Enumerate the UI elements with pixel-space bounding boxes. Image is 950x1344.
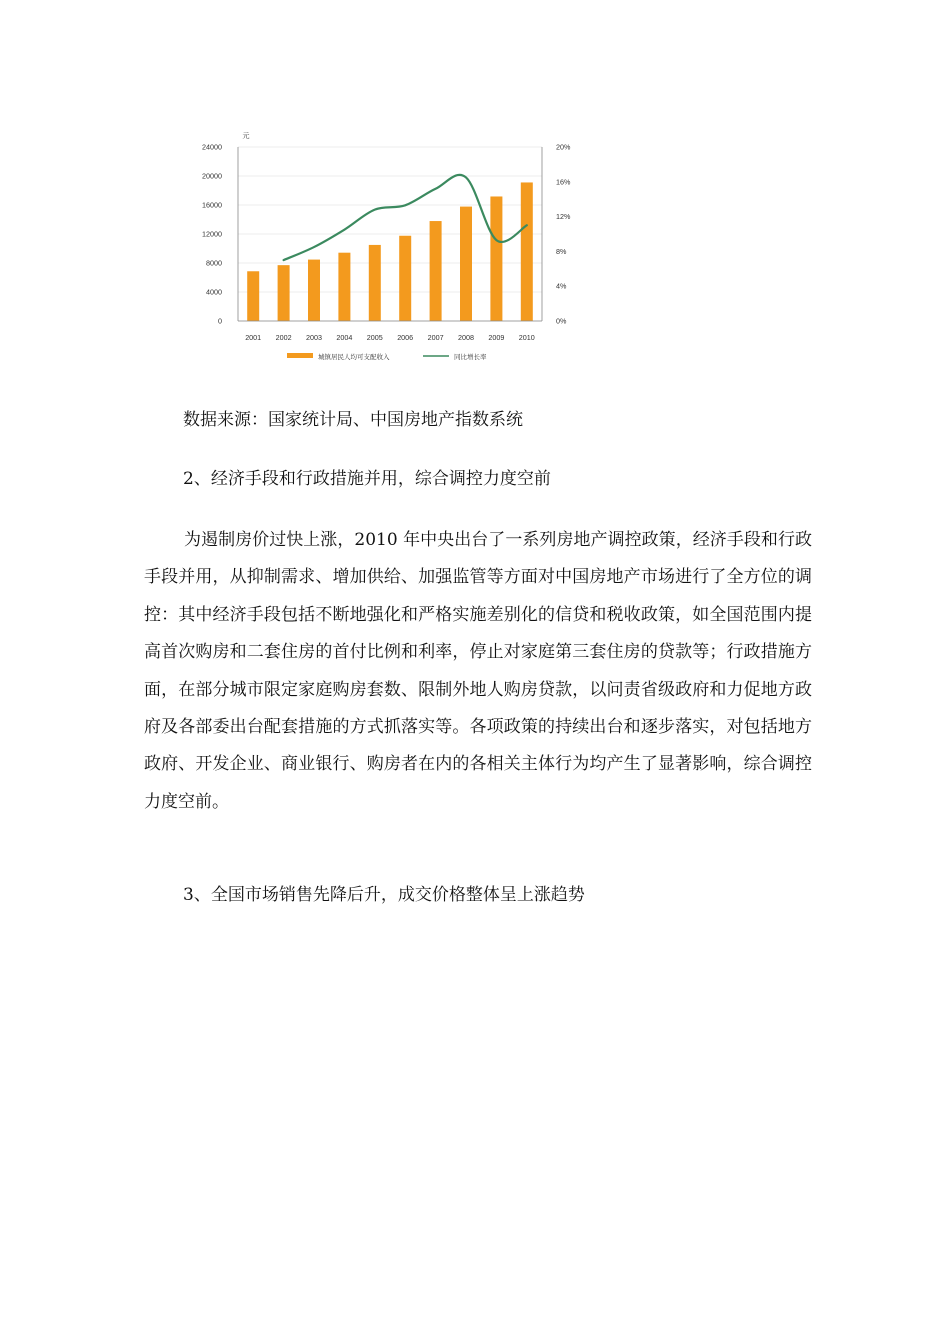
y-right-tick-label: 8%: [556, 246, 567, 256]
x-tick-label: 2002: [275, 333, 292, 342]
y-left-tick-label: 16000: [202, 200, 222, 210]
y-left-tick-label: 0: [218, 316, 222, 326]
income-chart: [180, 118, 600, 378]
body-paragraph: 为遏制房价过快上涨，2010 年中央出台了一系列房地产调控政策，经济手段和行政手段并用，从抑制需求、增加供给、加强监管等方面对中国房地产市场进行了全方位的调控：其中经济手段包括不断地强化和严格实施差别化的信贷和税收政策，如全国范围内提高首次购房和二套住房的首付比例和利率，停止对家庭第三套住房的贷款等；行政措施方面，在部分城市限定家庭购房套数、限制外地人购房贷款，以问责省级政府和力促地方政府及各部委出台配套措施的方式抓落实等。各项政策的持续出台和逐步落实，对包括地方政府、开发企业、商业银行、购房者在内的各相关主体行为均产生了显著影响，综合调控力度空前。: [144, 530, 812, 812]
income-bars: [247, 182, 533, 321]
income-bar: [460, 207, 472, 321]
income-bar: [338, 253, 350, 321]
x-tick-label: 2006: [397, 333, 414, 342]
income-bar: [369, 245, 381, 321]
income-bar: [399, 236, 411, 321]
y-left-tick-label: 20000: [202, 171, 222, 181]
income-bar: [308, 260, 320, 321]
y-right-tick-label: 4%: [556, 281, 567, 291]
chart-legend: [287, 352, 487, 361]
y-right-tick-label: 0%: [556, 316, 567, 326]
x-tick-label: 2010: [518, 333, 535, 342]
income-bar: [490, 196, 502, 321]
x-tick-label: 2003: [306, 333, 322, 342]
x-tick-label: 2008: [458, 333, 474, 342]
income-bar: [247, 271, 259, 321]
x-tick-label: 2005: [366, 333, 383, 342]
x-tick-label: 2004: [336, 333, 353, 342]
data-source-note: 数据来源：国家统计局、中国房地产指数系统: [183, 410, 523, 430]
section-heading-3: 3、全国市场销售先降后升，成交价格整体呈上涨趋势: [183, 885, 585, 905]
legend-bar-swatch: [287, 353, 313, 358]
income-bar: [430, 221, 442, 321]
x-tick-label: 2001: [245, 333, 262, 342]
income-bar: [278, 265, 290, 321]
y-left-tick-label: 4000: [206, 287, 222, 297]
y-unit-label: 元: [242, 133, 250, 140]
y-right-tick-label: 12%: [556, 212, 571, 222]
y-right-tick-label: 20%: [556, 142, 571, 152]
y-left-tick-label: 12000: [202, 229, 222, 239]
section-heading-2: 2、经济手段和行政措施并用，综合调控力度空前: [183, 469, 551, 489]
y-left-tick-label: 24000: [202, 142, 222, 152]
y-left-tick-label: 8000: [206, 258, 222, 268]
legend-line-label: 同比增长率: [454, 354, 487, 361]
income-bar: [521, 182, 533, 321]
x-tick-label: 2007: [427, 333, 444, 342]
x-tick-label: 2009: [488, 333, 505, 342]
y-right-tick-label: 16%: [556, 177, 571, 187]
legend-bar-label: 城镇居民人均可支配收入: [318, 354, 390, 361]
